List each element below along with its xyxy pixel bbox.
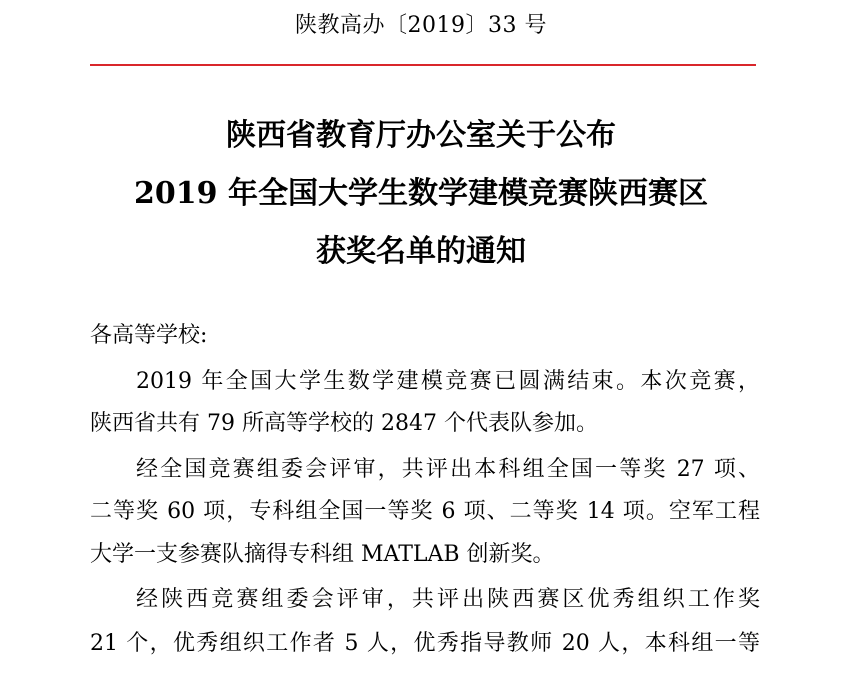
- title-line-2: 2019 年全国大学生数学建模竞赛陕西赛区: [134, 176, 708, 211]
- paragraph-2-line-3: 大学一支参赛队摘得专科组 MATLAB 创新奖。: [90, 542, 555, 567]
- salutation: 各高等学校:: [90, 323, 208, 348]
- title-line-3: 获奖名单的通知: [316, 234, 526, 269]
- paragraph-3-line-1: 经陕西竞赛组委会评审，共评出陕西赛区优秀组织工作奖: [136, 587, 760, 612]
- document-number: 陕教高办〔2019〕33 号: [295, 13, 547, 38]
- paragraph-1-line-2: 陕西省共有 79 所高等学校的 2847 个代表队参加。: [90, 411, 598, 436]
- paragraph-1-line-1: 2019 年全国大学生数学建模竞赛已圆满结束。本次竞赛，: [136, 369, 760, 394]
- title-line-1: 陕西省教育厅办公室关于公布: [226, 118, 616, 153]
- paragraph-3-line-2: 21 个，优秀组织工作者 5 人，优秀指导教师 20 人，本科组一等: [90, 631, 760, 656]
- paragraph-2-line-2: 二等奖 60 项，专科组全国一等奖 6 项、二等奖 14 项。空军工程: [90, 499, 760, 524]
- red-divider-line: [90, 64, 756, 66]
- paragraph-2-line-1: 经全国竞赛组委会评审，共评出本科组全国一等奖 27 项、: [136, 457, 760, 482]
